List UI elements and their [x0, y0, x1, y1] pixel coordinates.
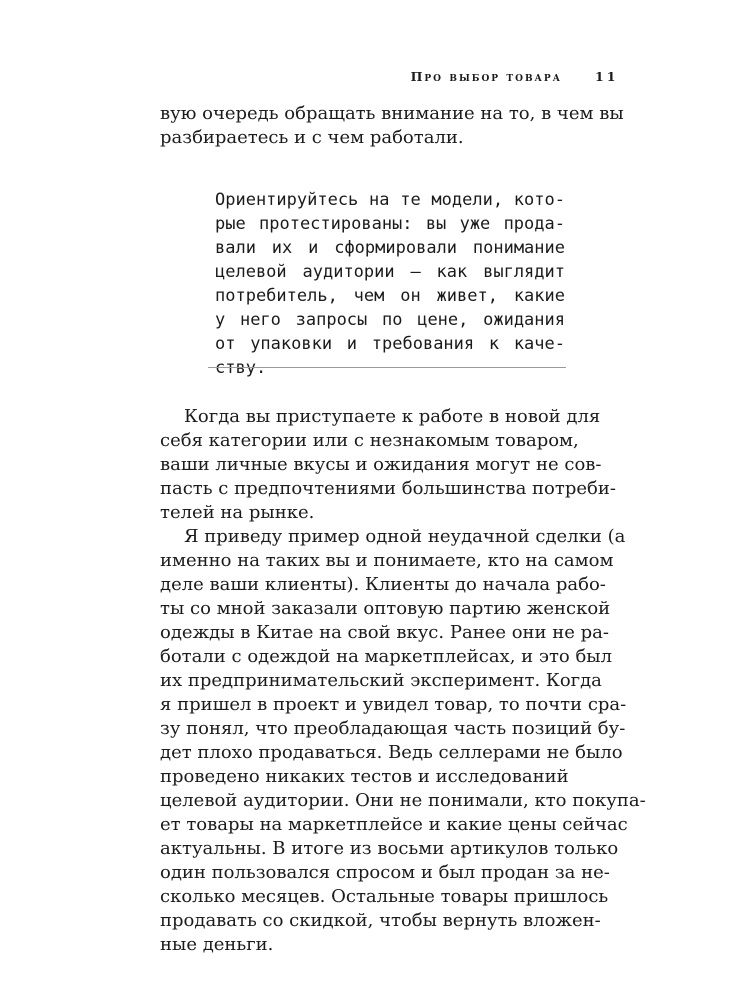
text-line: целевой аудитории. Они не понимали, кто покупа- — [160, 790, 646, 811]
text-line: ваши личные вкусы и ожидания могут не сов- — [160, 454, 602, 475]
text-line: вую очередь обращать внимание на то, в чем вы — [160, 103, 624, 124]
quote-line: у него запросы по цене, ожидания — [215, 310, 565, 330]
text-line: проведено никаких тестов и исследований — [160, 766, 569, 787]
text-line: Когда вы приступаете к работе в новой для — [184, 406, 601, 427]
text-line: именно на таких вы и понимаете, кто на самом — [160, 550, 614, 571]
text-line: один пользовался спросом и был продан за не- — [160, 862, 610, 883]
text-line: дет плохо продаваться. Ведь селлерами не было — [160, 742, 623, 763]
text-line: себя категории или с незнакомым товаром, — [160, 430, 579, 451]
quote-line: вали их и сформировали понимание — [215, 238, 565, 258]
text-line: их предпринимательский эксперимент. Когда — [160, 670, 602, 691]
text-line: телей на рынке. — [160, 502, 315, 523]
pullquote-divider — [208, 367, 566, 368]
text-line: зу понял, что преобладающая часть позиций бу- — [160, 718, 626, 739]
page-number: 11 — [595, 69, 619, 84]
quote-line: Ориентируйтесь на те модели, кото- — [215, 190, 565, 210]
text-line: ные деньги. — [160, 934, 274, 955]
quote-line: от упаковки и требования к каче- — [215, 334, 565, 354]
quote-line: целевой аудитории — как выглядит — [215, 262, 565, 282]
text-line: деле ваши клиенты). Клиенты до начала рабо- — [160, 574, 606, 595]
text-line: Я приведу пример одной неудачной сделки (а — [184, 526, 626, 547]
text-line: ет товары на маркетплейсе и какие цены сейчас — [160, 814, 628, 835]
text-line: сколько месяцев. Остальные товары пришлось — [160, 886, 609, 907]
text-line: ботали с одеждой на маркетплейсах, и это был — [160, 646, 613, 667]
text-line: одежды в Китае на свой вкус. Ранее они не ра- — [160, 622, 609, 643]
quote-line: потребитель, чем он живет, какие — [215, 286, 565, 306]
quote-line: рые протестированы: вы уже прода- — [215, 214, 565, 234]
quote-line: ству. — [215, 358, 267, 378]
text-line: актуальны. В итоге из восьми артикулов только — [160, 838, 619, 859]
text-line: продавать со скидкой, чтобы вернуть вложен- — [160, 910, 601, 931]
text-line: разбираетесь и с чем работали. — [160, 127, 464, 148]
text-line: ты со мной заказали оптовую партию женской — [160, 598, 611, 619]
text-line: пасть с предпочтениями большинства потреби- — [160, 478, 616, 499]
running-header — [0, 68, 750, 88]
text-line: я пришел в проект и увидел товар, то почти сра- — [160, 694, 627, 715]
chapter-title: Про выбор товара — [410, 69, 562, 84]
